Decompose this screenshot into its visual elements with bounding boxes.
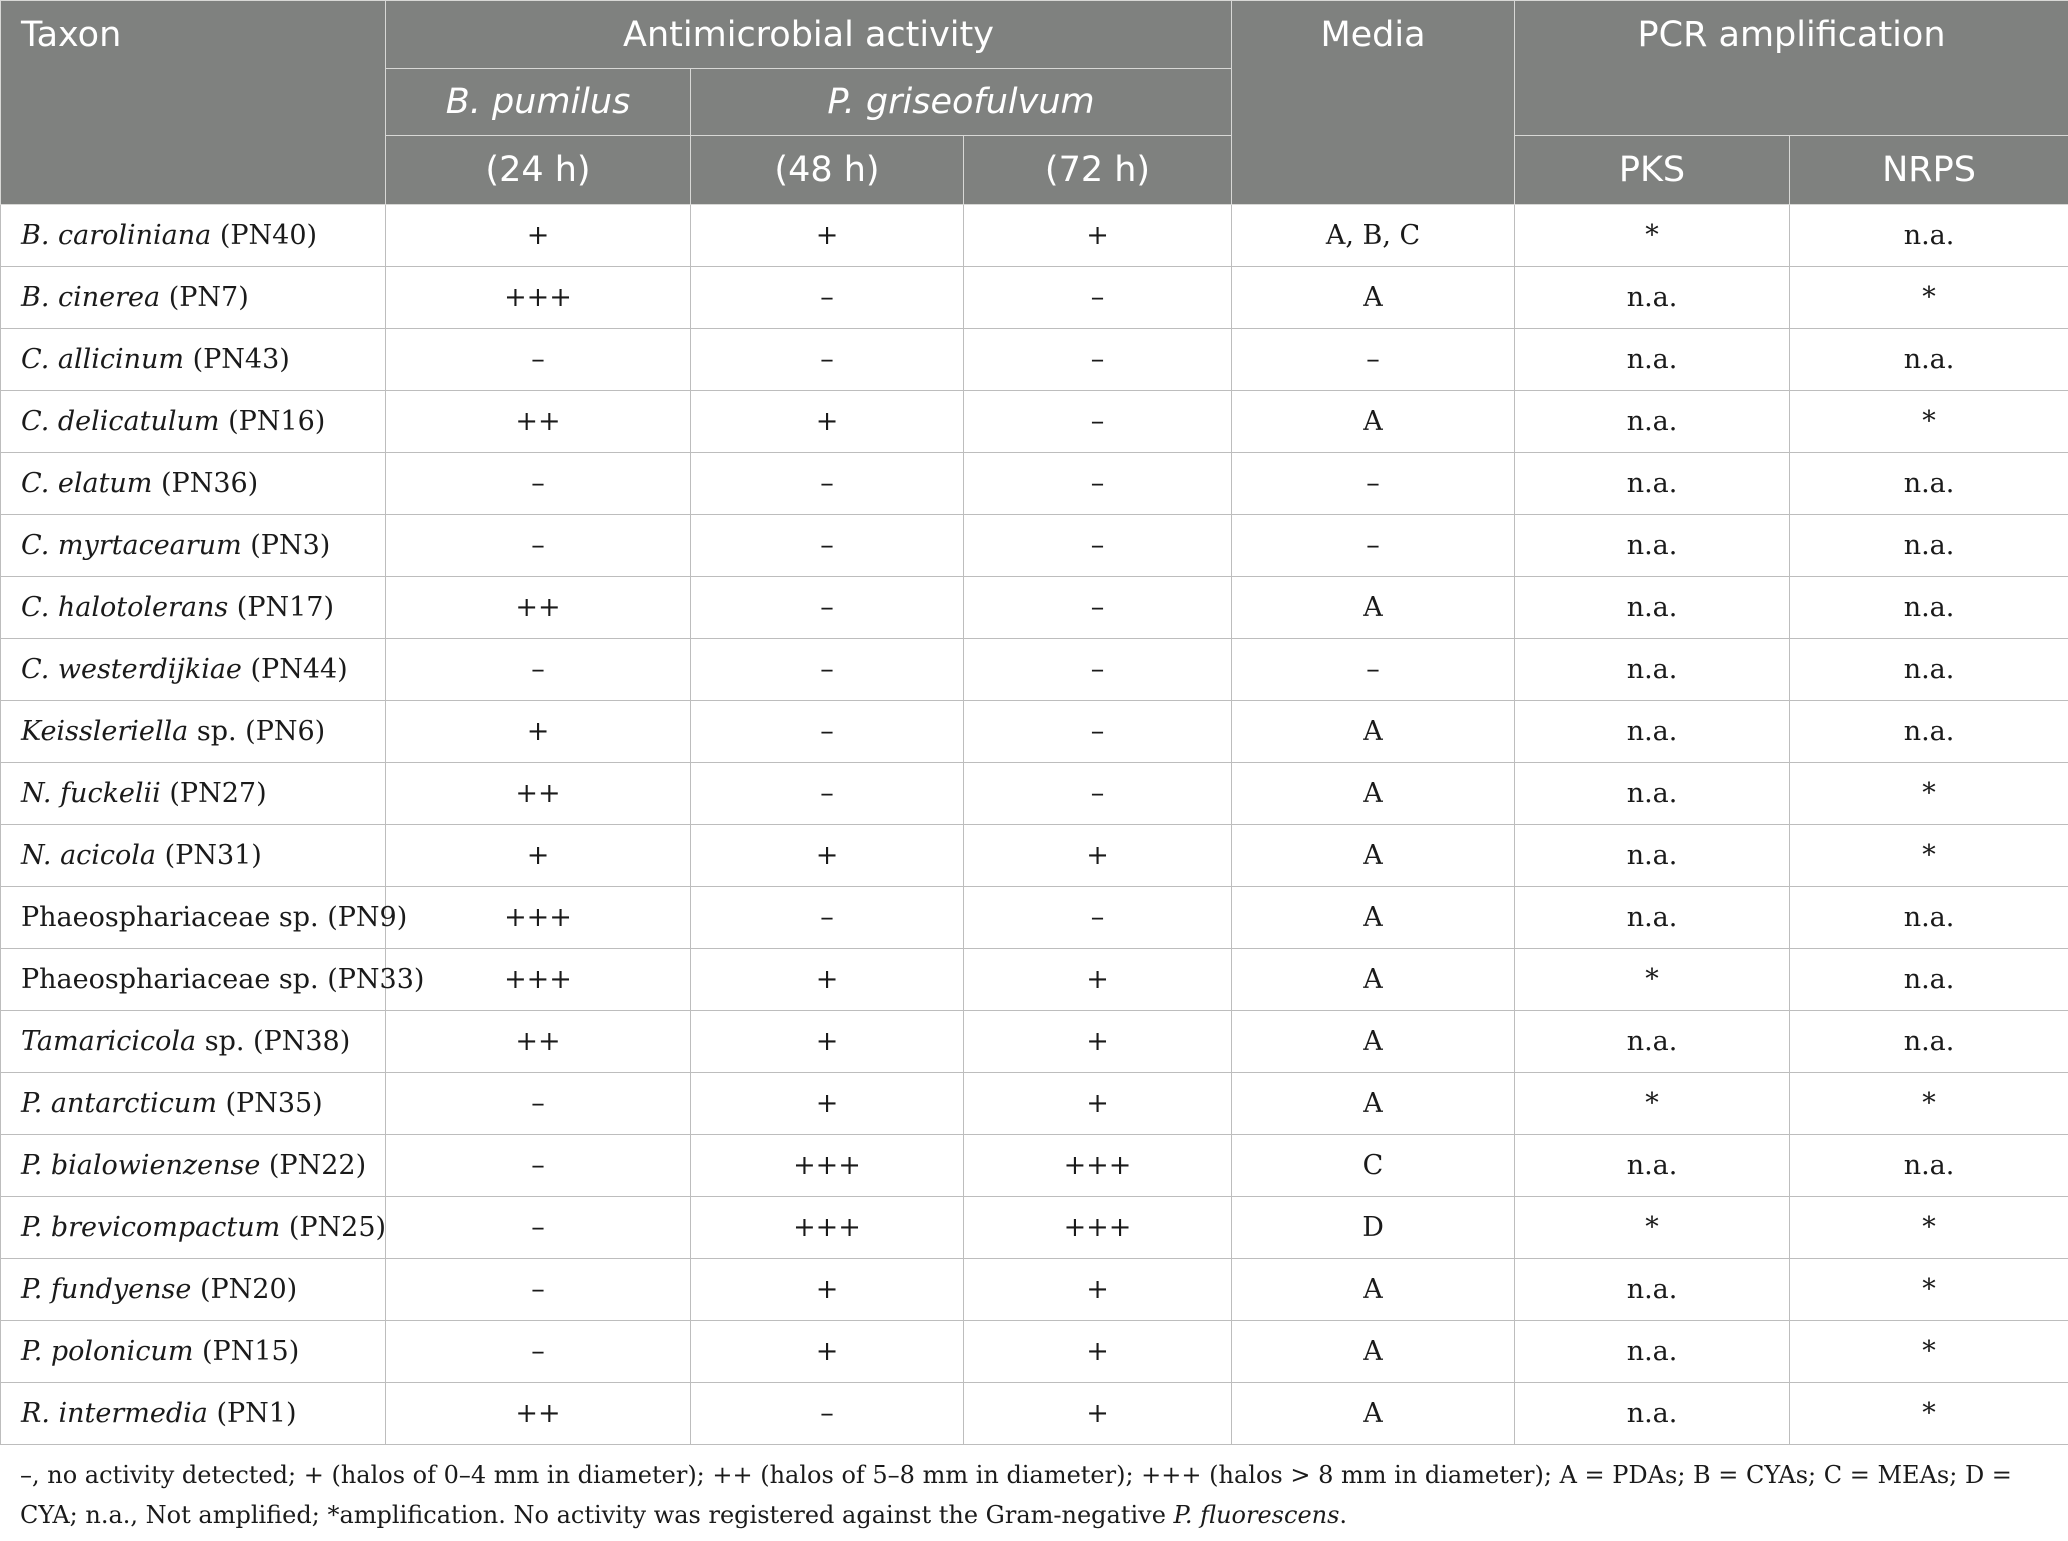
pks-cell: * xyxy=(1515,1197,1790,1259)
nrps-cell: * xyxy=(1790,1197,2068,1259)
p-griseofulvum-72h-cell: – xyxy=(964,267,1232,329)
species-name: P. bialowienzense xyxy=(21,1150,261,1181)
strain-label: (PN16) xyxy=(219,406,326,437)
pks-cell: * xyxy=(1515,1073,1790,1135)
species-name: C. myrtacearum xyxy=(21,530,242,561)
p-griseofulvum-48h-cell: + xyxy=(691,825,964,887)
nrps-cell: n.a. xyxy=(1790,1011,2068,1073)
p-griseofulvum-48h-cell: +++ xyxy=(691,1197,964,1259)
species-name: P. fundyense xyxy=(21,1274,192,1305)
table-row xyxy=(1,1073,2068,1135)
strain-label: sp. (PN6) xyxy=(188,716,326,747)
p-griseofulvum-72h-cell: – xyxy=(964,763,1232,825)
media-cell: A, B, C xyxy=(1232,205,1515,267)
strain-label: sp. (PN38) xyxy=(196,1026,351,1057)
p-griseofulvum-48h-cell: +++ xyxy=(691,1135,964,1197)
p-griseofulvum-72h-cell: – xyxy=(964,639,1232,701)
media-cell: A xyxy=(1232,825,1515,887)
p-griseofulvum-72h-cell: + xyxy=(964,1259,1232,1321)
media-cell: A xyxy=(1232,1073,1515,1135)
b-pumilus-24h-cell: – xyxy=(386,1321,691,1383)
pks-cell: n.a. xyxy=(1515,1321,1790,1383)
taxon-cell xyxy=(1,1259,386,1321)
p-griseofulvum-48h-cell: – xyxy=(691,453,964,515)
table-row xyxy=(1,1321,2068,1383)
strain-label: (PN36) xyxy=(152,468,259,499)
p-griseofulvum-48h-cell: – xyxy=(691,639,964,701)
pks-cell: n.a. xyxy=(1515,763,1790,825)
p-griseofulvum-48h-cell: – xyxy=(691,515,964,577)
p-griseofulvum-48h-cell: – xyxy=(691,763,964,825)
nrps-cell: n.a. xyxy=(1790,949,2068,1011)
taxon-cell xyxy=(1,1135,386,1197)
pks-cell: n.a. xyxy=(1515,515,1790,577)
media-cell: – xyxy=(1232,515,1515,577)
pks-cell: n.a. xyxy=(1515,1383,1790,1445)
taxon-cell xyxy=(1,1073,386,1135)
footnote-text: –, no activity detected; + (halos of 0–4 mm in diameter); ++ (halos of 5–8 mm in diameter); +++ (halos > 8 mm in diameter); A = PDAs; B = CYAs; C = MEAs; D = CYA; n.a., Not amplified; *amplification. No activity was registered against the Gram-negative xyxy=(20,1461,2012,1529)
table-row xyxy=(1,515,2068,577)
table-row xyxy=(1,577,2068,639)
nrps-cell: * xyxy=(1790,267,2068,329)
table-row xyxy=(1,267,2068,329)
species-name: B. caroliniana xyxy=(21,220,212,251)
media-cell: A xyxy=(1232,1383,1515,1445)
p-griseofulvum-48h-cell: + xyxy=(691,949,964,1011)
species-name: B. cinerea xyxy=(21,282,161,313)
pks-cell: n.a. xyxy=(1515,887,1790,949)
media-cell: A xyxy=(1232,701,1515,763)
p-griseofulvum-72h-cell: – xyxy=(964,701,1232,763)
p-griseofulvum-72h-cell: – xyxy=(964,515,1232,577)
pks-cell: n.a. xyxy=(1515,267,1790,329)
strain-label: (PN43) xyxy=(184,344,290,375)
p-griseofulvum-72h-cell: + xyxy=(964,825,1232,887)
nrps-cell: n.a. xyxy=(1790,701,2068,763)
table-header xyxy=(1,1,2068,205)
strain-label: (PN3) xyxy=(241,530,331,561)
header-24h: (24 h) xyxy=(386,136,691,205)
p-griseofulvum-48h-cell: + xyxy=(691,1259,964,1321)
pks-cell: n.a. xyxy=(1515,391,1790,453)
b-pumilus-24h-cell: – xyxy=(386,453,691,515)
strain-label: Phaeosphariaceae sp. (PN33) xyxy=(21,964,425,995)
table-body xyxy=(1,205,2068,1445)
media-cell: A xyxy=(1232,949,1515,1011)
species-name: C. allicinum xyxy=(21,344,185,375)
table-row xyxy=(1,763,2068,825)
b-pumilus-24h-cell: – xyxy=(386,1259,691,1321)
p-griseofulvum-48h-cell: – xyxy=(691,887,964,949)
taxon-cell xyxy=(1,329,386,391)
header-p-griseofulvum: P. griseofulvum xyxy=(691,69,1232,136)
pks-cell: n.a. xyxy=(1515,1135,1790,1197)
pks-cell: n.a. xyxy=(1515,701,1790,763)
p-griseofulvum-72h-cell: – xyxy=(964,329,1232,391)
media-cell: – xyxy=(1232,329,1515,391)
b-pumilus-24h-cell: ++ xyxy=(386,1383,691,1445)
media-cell: A xyxy=(1232,1259,1515,1321)
table-row xyxy=(1,1383,2068,1445)
p-griseofulvum-72h-cell: + xyxy=(964,1321,1232,1383)
header-pks: PKS xyxy=(1515,136,1790,205)
media-cell: A xyxy=(1232,267,1515,329)
p-griseofulvum-72h-cell: – xyxy=(964,453,1232,515)
species-name: Keissleriella xyxy=(21,716,189,747)
taxon-cell xyxy=(1,1383,386,1445)
taxon-cell xyxy=(1,949,425,1011)
p-griseofulvum-72h-cell: + xyxy=(964,949,1232,1011)
header-taxon: Taxon xyxy=(1,1,386,205)
header-nrps: NRPS xyxy=(1790,136,2068,205)
pks-cell: n.a. xyxy=(1515,1011,1790,1073)
pks-cell: n.a. xyxy=(1515,577,1790,639)
nrps-cell: n.a. xyxy=(1790,205,2068,267)
media-cell: A xyxy=(1232,1011,1515,1073)
b-pumilus-24h-cell: ++ xyxy=(386,1011,691,1073)
header-72h: (72 h) xyxy=(964,136,1232,205)
p-griseofulvum-72h-cell: + xyxy=(964,205,1232,267)
species-name: C. elatum xyxy=(21,468,153,499)
taxon-cell xyxy=(1,205,386,267)
footnote-end: . xyxy=(1339,1501,1348,1529)
table-row xyxy=(1,391,2068,453)
nrps-cell: * xyxy=(1790,391,2068,453)
strain-label: (PN22) xyxy=(260,1150,367,1181)
p-griseofulvum-48h-cell: – xyxy=(691,577,964,639)
nrps-cell: n.a. xyxy=(1790,577,2068,639)
pks-cell: n.a. xyxy=(1515,1259,1790,1321)
table-row xyxy=(1,1259,2068,1321)
taxon-cell xyxy=(1,825,386,887)
table-row xyxy=(1,887,2068,949)
species-name: N. acicola xyxy=(21,840,157,871)
strain-label: (PN35) xyxy=(216,1088,323,1119)
header-48h: (48 h) xyxy=(691,136,964,205)
strain-label: (PN20) xyxy=(191,1274,298,1305)
table-row xyxy=(1,701,2068,763)
nrps-cell: n.a. xyxy=(1790,887,2068,949)
species-name: N. fuckelii xyxy=(21,778,161,809)
b-pumilus-24h-cell: – xyxy=(386,329,691,391)
strain-label: (PN25) xyxy=(280,1212,387,1243)
taxon-cell xyxy=(1,391,386,453)
taxon-cell xyxy=(1,763,386,825)
b-pumilus-24h-cell: + xyxy=(386,701,691,763)
pks-cell: n.a. xyxy=(1515,329,1790,391)
b-pumilus-24h-cell: – xyxy=(386,1197,691,1259)
p-griseofulvum-48h-cell: + xyxy=(691,1321,964,1383)
p-griseofulvum-48h-cell: – xyxy=(691,701,964,763)
b-pumilus-24h-cell: ++ xyxy=(386,763,691,825)
species-name: C. halotolerans xyxy=(21,592,229,623)
table-row xyxy=(1,329,2068,391)
nrps-cell: * xyxy=(1790,1073,2068,1135)
b-pumilus-24h-cell: +++ xyxy=(386,267,691,329)
table-row xyxy=(1,205,2068,267)
taxon-cell xyxy=(1,639,386,701)
p-griseofulvum-72h-cell: +++ xyxy=(964,1197,1232,1259)
taxon-cell xyxy=(1,577,386,639)
b-pumilus-24h-cell: – xyxy=(386,1073,691,1135)
b-pumilus-24h-cell: + xyxy=(386,205,691,267)
header-media: Media xyxy=(1232,1,1515,205)
p-griseofulvum-72h-cell: – xyxy=(964,577,1232,639)
p-griseofulvum-72h-cell: + xyxy=(964,1011,1232,1073)
nrps-cell: n.a. xyxy=(1790,639,2068,701)
p-griseofulvum-72h-cell: + xyxy=(964,1383,1232,1445)
media-cell: D xyxy=(1232,1197,1515,1259)
media-cell: – xyxy=(1232,639,1515,701)
species-name: Tamaricicola xyxy=(21,1026,197,1057)
header-pcr-amplification: PCR amplification xyxy=(1515,1,2068,136)
header-b-pumilus: B. pumilus xyxy=(386,69,691,136)
pks-cell: * xyxy=(1515,205,1790,267)
nrps-cell: * xyxy=(1790,1321,2068,1383)
media-cell: A xyxy=(1232,577,1515,639)
taxon-cell xyxy=(1,453,386,515)
table-footnote xyxy=(20,1455,2050,1535)
table-row xyxy=(1,1011,2068,1073)
strain-label: (PN27) xyxy=(160,778,267,809)
media-cell: C xyxy=(1232,1135,1515,1197)
nrps-cell: * xyxy=(1790,763,2068,825)
p-griseofulvum-48h-cell: – xyxy=(691,329,964,391)
p-griseofulvum-72h-cell: – xyxy=(964,391,1232,453)
strain-label: (PN1) xyxy=(207,1398,297,1429)
b-pumilus-24h-cell: – xyxy=(386,1135,691,1197)
b-pumilus-24h-cell: +++ xyxy=(386,887,691,949)
b-pumilus-24h-cell: ++ xyxy=(386,577,691,639)
header-antimicrobial-activity: Antimicrobial activity xyxy=(386,1,1232,69)
footnote-organism: P. fluorescens xyxy=(1173,1501,1340,1529)
strain-label: (PN44) xyxy=(241,654,348,685)
strain-label: Phaeosphariaceae sp. (PN9) xyxy=(21,902,408,933)
b-pumilus-24h-cell: – xyxy=(386,515,691,577)
taxon-cell xyxy=(1,515,386,577)
strain-label: (PN40) xyxy=(211,220,318,251)
pks-cell: n.a. xyxy=(1515,825,1790,887)
media-cell: A xyxy=(1232,763,1515,825)
table-row xyxy=(1,1197,2068,1259)
taxon-cell xyxy=(1,887,408,949)
table-row xyxy=(1,949,2068,1011)
species-name: P. polonicum xyxy=(21,1336,194,1367)
taxon-cell xyxy=(1,701,386,763)
nrps-cell: * xyxy=(1790,1259,2068,1321)
b-pumilus-24h-cell: +++ xyxy=(386,949,691,1011)
taxon-cell xyxy=(1,1011,386,1073)
strain-label: (PN15) xyxy=(193,1336,300,1367)
strain-label: (PN7) xyxy=(160,282,249,313)
media-cell: – xyxy=(1232,453,1515,515)
table-row xyxy=(1,825,2068,887)
p-griseofulvum-72h-cell: +++ xyxy=(964,1135,1232,1197)
strain-label: (PN17) xyxy=(228,592,335,623)
p-griseofulvum-72h-cell: – xyxy=(964,887,1232,949)
p-griseofulvum-48h-cell: + xyxy=(691,1073,964,1135)
species-name: P. brevicompactum xyxy=(21,1212,281,1243)
p-griseofulvum-48h-cell: + xyxy=(691,391,964,453)
nrps-cell: * xyxy=(1790,1383,2068,1445)
strain-label: (PN31) xyxy=(156,840,262,871)
taxon-cell xyxy=(1,267,386,329)
p-griseofulvum-72h-cell: + xyxy=(964,1073,1232,1135)
media-cell: A xyxy=(1232,887,1515,949)
species-name: C. delicatulum xyxy=(21,406,220,437)
p-griseofulvum-48h-cell: + xyxy=(691,1011,964,1073)
p-griseofulvum-48h-cell: + xyxy=(691,205,964,267)
nrps-cell: n.a. xyxy=(1790,1135,2068,1197)
species-name: P. antarcticum xyxy=(21,1088,217,1119)
taxon-cell xyxy=(1,1197,386,1259)
p-griseofulvum-48h-cell: – xyxy=(691,267,964,329)
p-griseofulvum-48h-cell: – xyxy=(691,1383,964,1445)
pks-cell: n.a. xyxy=(1515,639,1790,701)
nrps-cell: n.a. xyxy=(1790,453,2068,515)
species-name: R. intermedia xyxy=(21,1398,208,1429)
taxon-cell xyxy=(1,1321,386,1383)
nrps-cell: n.a. xyxy=(1790,329,2068,391)
pks-cell: n.a. xyxy=(1515,453,1790,515)
b-pumilus-24h-cell: + xyxy=(386,825,691,887)
table-row xyxy=(1,639,2068,701)
species-name: C. westerdijkiae xyxy=(21,654,242,685)
table-row xyxy=(1,453,2068,515)
nrps-cell: * xyxy=(1790,825,2068,887)
pks-cell: * xyxy=(1515,949,1790,1011)
table-row xyxy=(1,1135,2068,1197)
b-pumilus-24h-cell: ++ xyxy=(386,391,691,453)
media-cell: A xyxy=(1232,391,1515,453)
media-cell: A xyxy=(1232,1321,1515,1383)
nrps-cell: n.a. xyxy=(1790,515,2068,577)
b-pumilus-24h-cell: – xyxy=(386,639,691,701)
